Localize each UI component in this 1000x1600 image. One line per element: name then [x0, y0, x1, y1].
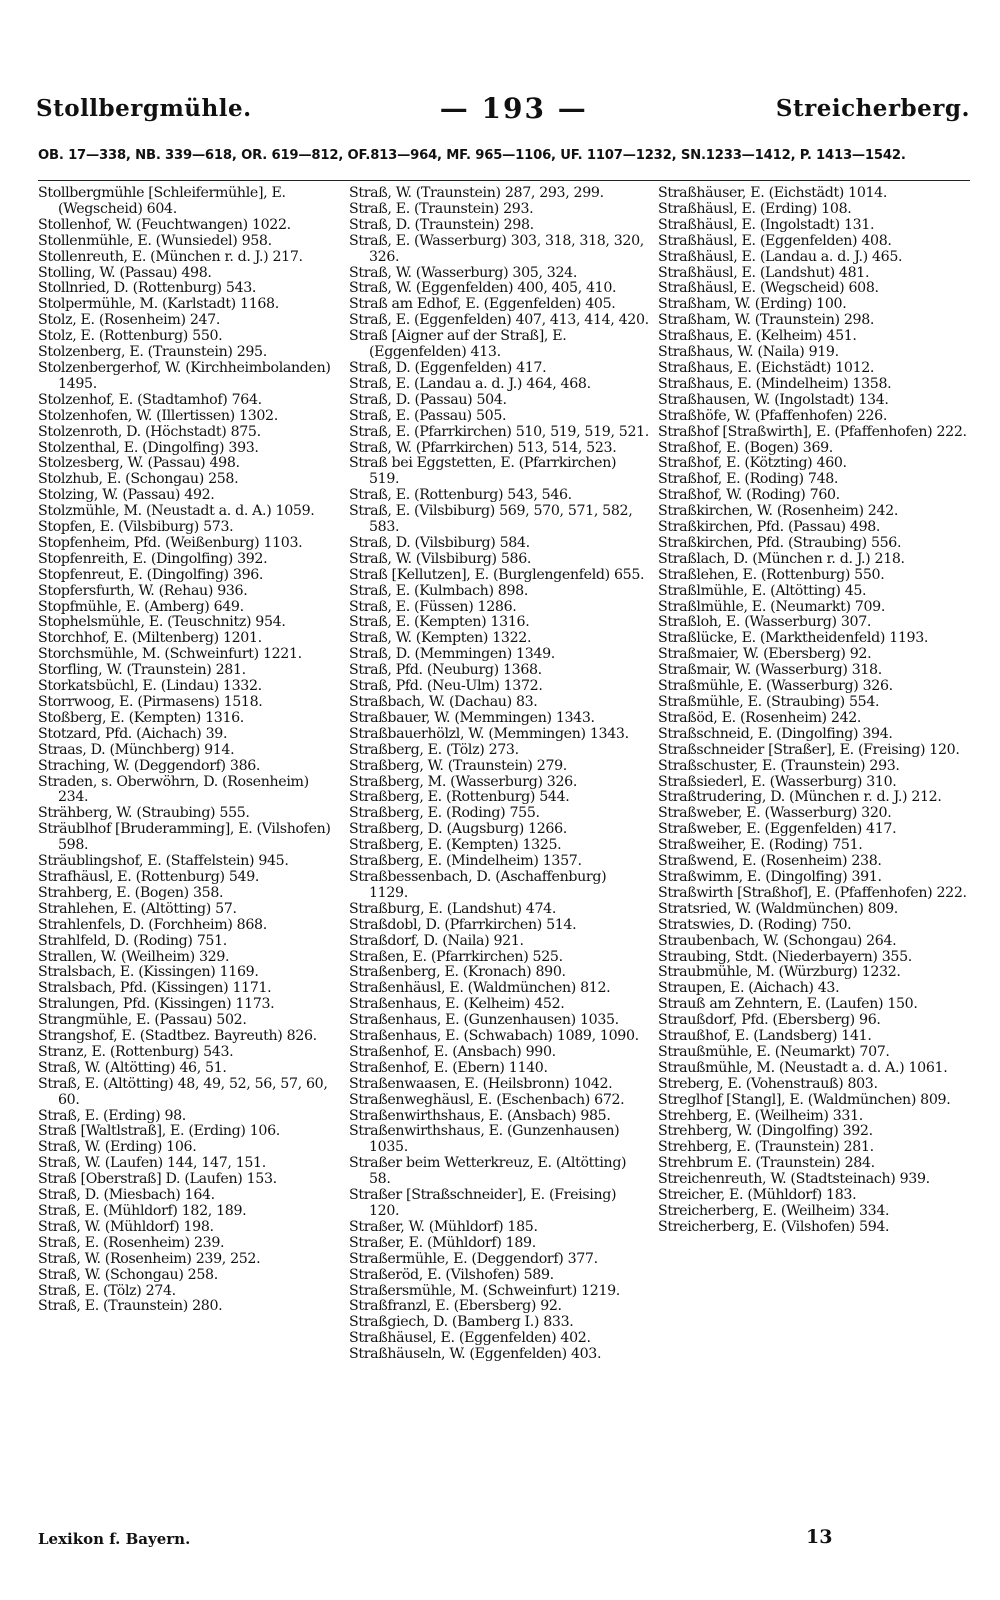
- index-entry: Straß, W. (Erding) 106.: [38, 1139, 197, 1156]
- page-number: — 193 —: [439, 91, 588, 125]
- index-entry: Straßlmühle, E. (Altötting) 45.: [658, 582, 867, 599]
- footer-signature: Lexikon f. Bayern.: [38, 1530, 191, 1548]
- index-entry: Straßenhaus, E. (Gunzenhausen) 1035.: [349, 1012, 619, 1029]
- index-entry: Strehberg, E. (Weilheim) 331.: [658, 1107, 863, 1124]
- index-entry: Straßenwirthshaus, E. (Gunzenhausen) 1035.: [349, 1123, 620, 1156]
- index-entry: Stopfenreut, E. (Dingolfing) 396.: [38, 566, 264, 583]
- index-entry: Stopfenheim, Pfd. (Weißenburg) 1103.: [38, 534, 303, 551]
- column-3: [658, 186, 973, 1506]
- index-entry: Stolpermühle, M. (Karlstadt) 1168.: [38, 296, 279, 313]
- index-entry: Straß, E. (Mühldorf) 182, 189.: [38, 1203, 247, 1219]
- index-entry: Straß, D. (Miesbach) 164.: [38, 1187, 215, 1204]
- index-entry: Straßwimm, E. (Dingolfing) 391.: [658, 868, 882, 885]
- index-entry: Straßloh, E. (Wasserburg) 307.: [658, 614, 872, 631]
- index-entry: Strangmühle, E. (Passau) 502.: [38, 1012, 247, 1029]
- index-entry: Stollnried, D. (Rottenburg) 543.: [38, 280, 257, 297]
- index-entry: Stralsbach, Pfd. (Kissingen) 1171.: [38, 980, 272, 997]
- index-entry: Straßschuster, E. (Traunstein) 293.: [658, 757, 900, 774]
- index-entry: Straßkirchen, W. (Rosenheim) 242.: [658, 503, 898, 520]
- index-entry: Straß, E. (Vilsbiburg) 569, 570, 571, 582, 583.: [349, 503, 633, 536]
- index-entry: Straßham, W. (Traunstein) 298.: [658, 312, 875, 329]
- index-entry: Stolzenhofen, W. (Illertissen) 1302.: [38, 407, 278, 424]
- index-entry: Stollenmühle, E. (Wunsiedel) 958.: [38, 232, 272, 249]
- index-entry: Stollbergmühle [Schleifermühle], E. (Wegscheid) 604.: [38, 186, 286, 217]
- header-first-entry: Stollbergmühle.: [36, 94, 252, 122]
- index-entry: Straßhaus, E. (Kelheim) 451.: [658, 328, 857, 345]
- index-entry: Straßweiher, E. (Roding) 751.: [658, 837, 863, 854]
- index-entry: Straß, E. (Landau a. d. J.) 464, 468.: [349, 375, 591, 392]
- index-entry: Straßtrudering, D. (München r. d. J.) 212.: [658, 789, 942, 806]
- index-entry: Straß, D. (Passau) 504.: [349, 391, 507, 408]
- index-entry: Straß, Pfd. (Neu-Ulm) 1372.: [349, 678, 543, 695]
- index-entry: Straußhof, E. (Landsberg) 141.: [658, 1028, 872, 1045]
- index-entry: Stolzenhof, E. (Stadtamhof) 764.: [38, 391, 262, 408]
- index-entry: Straußdorf, Pfd. (Ebersberg) 96.: [658, 1012, 881, 1029]
- index-entry: Straßweber, E. (Eggenfelden) 417.: [658, 821, 897, 838]
- index-entry: Straßwirth [Straßhof], E. (Pfaffenhofen) 222.: [658, 884, 967, 901]
- index-entry: Stranz, E. (Rottenburg) 543.: [38, 1043, 234, 1060]
- index-entry: Strehberg, W. (Dingolfing) 392.: [658, 1123, 873, 1140]
- index-entry: Straßfranzl, E. (Ebersberg) 92.: [349, 1298, 562, 1315]
- index-entry: Straßhaus, E. (Eichstädt) 1012.: [658, 359, 875, 376]
- index-entry: Stollenreuth, E. (München r. d. J.) 217.: [38, 248, 303, 265]
- index-entry: Straßberg, E. (Roding) 755.: [349, 805, 540, 822]
- index-entry: Straßenwaasen, E. (Heilsbronn) 1042.: [349, 1075, 613, 1092]
- index-entry: Straßhäusl, E. (Ingolstadt) 131.: [658, 216, 875, 233]
- index-entry: Strahlfeld, D. (Roding) 751.: [38, 932, 227, 949]
- index-entry: Straß, E. (Altötting) 48, 49, 52, 56, 57, 60, 60.: [38, 1075, 328, 1108]
- index-entry: Straßlach, D. (München r. d. J.) 218.: [658, 550, 905, 567]
- sheet-number: 13: [806, 1526, 833, 1548]
- index-entry: Straßberg, E. (Tölz) 273.: [349, 741, 519, 758]
- index-entry: Straß, W. (Vilsbiburg) 586.: [349, 550, 532, 567]
- index-entry: Straußmühle, M. (Neustadt a. d. A.) 1061.: [658, 1059, 948, 1076]
- index-entry: Straßenhof, E. (Ebern) 1140.: [349, 1059, 548, 1076]
- index-entry: Straßkirchen, Pfd. (Straubing) 556.: [658, 534, 902, 551]
- index-entry: Straß, W. (Mühldorf) 198.: [38, 1218, 214, 1235]
- index-entry: Strauß am Zehntern, E. (Laufen) 150.: [658, 996, 918, 1013]
- index-entry: Straßberg, D. (Augsburg) 1266.: [349, 821, 567, 838]
- header-rule: [38, 180, 970, 181]
- index-entry: Straßenweghäusl, E. (Eschenbach) 672.: [349, 1091, 625, 1108]
- index-entry: Straßenhof, E. (Ansbach) 990.: [349, 1043, 556, 1060]
- index-entry: Stolzenberg, E. (Traunstein) 295.: [38, 344, 267, 361]
- index-entry: Straßburg, E. (Landshut) 474.: [349, 900, 556, 917]
- index-entry: Stopfmühle, E. (Amberg) 649.: [38, 598, 244, 615]
- index-entry: Straß, D. (Eggenfelden) 417.: [349, 359, 547, 376]
- index-entry: Stratsried, W. (Waldmünchen) 809.: [658, 900, 898, 917]
- index-entry: Straßhäusl, E. (Eggenfelden) 408.: [658, 232, 892, 249]
- index-entry: Straß, E. (Traunstein) 293.: [349, 200, 534, 217]
- index-entry: Straß, W. (Schongau) 258.: [38, 1266, 218, 1283]
- index-entry: Strangshof, E. (Stadtbez. Bayreuth) 826.: [38, 1028, 317, 1045]
- index-entry: Straßen, E. (Pfarrkirchen) 525.: [349, 948, 563, 965]
- index-entry: Straß [Aigner auf der Straß], E. (Eggenfelden) 413.: [349, 328, 567, 361]
- index-entry: Straßhof, E. (Roding) 748.: [658, 471, 839, 488]
- index-entry: Straßer, E. (Mühldorf) 189.: [349, 1234, 536, 1251]
- index-entry: Straßschneid, E. (Dingolfing) 394.: [658, 725, 893, 742]
- index-entry: Straßdorf, D. (Naila) 921.: [349, 932, 524, 949]
- index-entry: Sträublingshof, E. (Staffelstein) 945.: [38, 853, 289, 870]
- index-entry: Straßhof, E. (Kötzting) 460.: [658, 455, 847, 472]
- index-entry: Straßmühle, E. (Wasserburg) 326.: [658, 678, 893, 695]
- index-entry: Straßberg, W. (Traunstein) 279.: [349, 757, 567, 774]
- index-entry: Storchsmühle, M. (Schweinfurt) 1221.: [38, 646, 302, 663]
- index-entry: Straß, D. (Traunstein) 298.: [349, 216, 534, 233]
- gazetteer-columns: [38, 186, 973, 1506]
- index-entry: Straßhof, E. (Bogen) 369.: [658, 439, 833, 456]
- index-entry: Stolzmühle, M. (Neustadt a. d. A.) 1059.: [38, 503, 315, 520]
- index-entry: Straas, D. (Münchberg) 914.: [38, 741, 235, 758]
- district-abbreviations: OB. 17—338, NB. 339—618, OR. 619—812, OF.813—964, MF. 965—1106, UF. 1107—1232, SN.1233—1412, P. 1413—1542.: [38, 148, 906, 163]
- index-entry: Streicherberg, E. (Vilshofen) 594.: [658, 1218, 890, 1235]
- index-entry: Stolzing, W. (Passau) 492.: [38, 487, 215, 504]
- index-entry: Streichenreuth, W. (Stadtsteinach) 939.: [658, 1171, 930, 1188]
- index-entry: Straubing, Stdt. (Niederbayern) 355.: [658, 948, 912, 965]
- index-entry: Straßbauer, W. (Memmingen) 1343.: [349, 709, 595, 726]
- index-entry: Stolzesberg, W. (Passau) 498.: [38, 455, 240, 472]
- index-entry: Straßberg, E. (Kempten) 1325.: [349, 837, 562, 854]
- index-entry: Straß, W. (Eggenfelden) 400, 405, 410.: [349, 280, 617, 297]
- index-entry: Straß, E. (Wasserburg) 303, 318, 318, 320, 326.: [349, 232, 644, 265]
- index-entry: Straußmühle, E. (Neumarkt) 707.: [658, 1043, 890, 1060]
- index-entry: Strafhäusl, E. (Rottenburg) 549.: [38, 868, 260, 885]
- index-entry: Straßenberg, E. (Kronach) 890.: [349, 964, 566, 981]
- index-entry: Straßhäuser, E. (Eichstädt) 1014.: [658, 186, 888, 201]
- index-entry: Straßmühle, E. (Straubing) 554.: [658, 694, 880, 710]
- index-entry: Straßhäusl, E. (Landau a. d. J.) 465.: [658, 248, 903, 265]
- index-entry: Straßbessenbach, D. (Aschaffenburg) 1129.: [349, 868, 607, 901]
- index-entry: Straß, E. (Kulmbach) 898.: [349, 582, 528, 599]
- index-entry: Straßhäusl, E. (Landshut) 481.: [658, 264, 870, 281]
- index-entry: Straßeröd, E. (Vilshofen) 589.: [349, 1266, 554, 1283]
- index-entry: Straubmühle, M. (Würzburg) 1232.: [658, 964, 901, 981]
- index-entry: Sträublhof [Bruderamming], E. (Vilshofen) 598.: [38, 821, 331, 854]
- index-entry: Straß, D. (Memmingen) 1349.: [349, 646, 555, 663]
- index-entry: Straßbach, W. (Dachau) 83.: [349, 694, 538, 710]
- index-entry: Straßhausen, W. (Ingolstadt) 134.: [658, 391, 889, 408]
- column-2: [349, 186, 649, 1506]
- index-entry: Straß, E. (Rosenheim) 239.: [38, 1234, 225, 1251]
- index-entry: Straß, W. (Kempten) 1322.: [349, 630, 532, 647]
- index-entry: Straßwend, E. (Rosenheim) 238.: [658, 853, 882, 870]
- index-entry: Straßberg, E. (Mindelheim) 1357.: [349, 853, 582, 870]
- index-entry: Straßhaus, E. (Mindelheim) 1358.: [658, 375, 892, 392]
- index-entry: Straß am Edhof, E. (Eggenfelden) 405.: [349, 296, 616, 313]
- index-entry: Straß [Kellutzen], E. (Burglengenfeld) 655.: [349, 566, 645, 583]
- index-entry: Straßmair, W. (Wasserburg) 318.: [658, 662, 882, 679]
- index-entry: Straß, E. (Eggenfelden) 407, 413, 414, 420.: [349, 312, 649, 329]
- index-entry: Strahlenfels, D. (Forchheim) 868.: [38, 916, 267, 933]
- index-entry: Stopfersfurth, W. (Rehau) 936.: [38, 582, 248, 599]
- index-entry: Stralungen, Pfd. (Kissingen) 1173.: [38, 996, 275, 1013]
- index-entry: Straßhöfe, W. (Pfaffenhofen) 226.: [658, 407, 887, 424]
- index-entry: Straßkirchen, Pfd. (Passau) 498.: [658, 519, 881, 536]
- index-entry: Stolz, E. (Rottenburg) 550.: [38, 328, 223, 345]
- index-entry: Straßham, W. (Erding) 100.: [658, 296, 847, 313]
- index-entry: Straßgiech, D. (Bamberg I.) 833.: [349, 1314, 574, 1331]
- index-entry: Straßsiederl, E. (Wasserburg) 310.: [658, 773, 897, 790]
- index-entry: Straß, W. (Laufen) 144, 147, 151.: [38, 1155, 266, 1172]
- index-entry: Straßer [Straßschneider], E. (Freising) 120.: [349, 1187, 617, 1219]
- index-entry: Straß, E. (Füssen) 1286.: [349, 598, 517, 615]
- index-entry: Straß, E. (Passau) 505.: [349, 407, 507, 424]
- index-entry: Straßenhäusl, E. (Waldmünchen) 812.: [349, 980, 611, 997]
- index-entry: Strallen, W. (Weilheim) 329.: [38, 948, 230, 965]
- index-entry: Stoßberg, E. (Kempten) 1316.: [38, 709, 244, 726]
- running-header: [36, 88, 970, 128]
- index-entry: Stolzenthal, E. (Dingolfing) 393.: [38, 439, 259, 456]
- index-entry: Straß, W. (Wasserburg) 305, 324.: [349, 264, 577, 281]
- index-entry: Straßweber, E. (Wasserburg) 320.: [658, 805, 892, 822]
- column-1: [38, 186, 340, 1506]
- index-entry: Storfling, W. (Traunstein) 281.: [38, 662, 246, 679]
- index-entry: Straubenbach, W. (Schongau) 264.: [658, 932, 897, 949]
- index-entry: Streglhof [Stangl], E. (Waldmünchen) 809.: [658, 1091, 951, 1108]
- index-entry: Stolzenroth, D. (Höchstadt) 875.: [38, 423, 261, 440]
- index-entry: Straßbauerhölzl, W. (Memmingen) 1343.: [349, 725, 629, 742]
- index-entry: Stralsbach, E. (Kissingen) 1169.: [38, 964, 259, 981]
- index-entry: Straß, E. (Kempten) 1316.: [349, 614, 530, 631]
- header-last-entry: Streicherberg.: [775, 94, 970, 122]
- index-entry: Straßlehen, E. (Rottenburg) 550.: [658, 566, 885, 583]
- index-entry: Streicher, E. (Mühldorf) 183.: [658, 1187, 857, 1204]
- index-entry: Straßer, W. (Mühldorf) 185.: [349, 1218, 538, 1235]
- index-entry: Straupen, E. (Aichach) 43.: [658, 980, 840, 997]
- index-entry: Straß, E. (Pfarrkirchen) 510, 519, 519, 521.: [349, 423, 649, 440]
- index-entry: Strähberg, W. (Straubing) 555.: [38, 805, 250, 822]
- index-entry: Straßöd, E. (Rosenheim) 242.: [658, 709, 862, 726]
- index-entry: Straß, D. (Vilsbiburg) 584.: [349, 534, 530, 551]
- index-entry: Straßhaus, W. (Naila) 919.: [658, 344, 839, 361]
- index-entry: Stolzhub, E. (Schongau) 258.: [38, 471, 239, 488]
- index-entry: Straßenwirthshaus, E. (Ansbach) 985.: [349, 1107, 611, 1124]
- index-entry: Straßlücke, E. (Marktheidenfeld) 1193.: [658, 630, 929, 647]
- index-entry: Storchhof, E. (Miltenberg) 1201.: [38, 630, 262, 647]
- index-entry: Straßhäusel, E. (Eggenfelden) 402.: [349, 1330, 591, 1347]
- index-entry: Straßhäusl, E. (Erding) 108.: [658, 200, 852, 217]
- index-entry: Straßhäuseln, W. (Eggenfelden) 403.: [349, 1346, 602, 1363]
- index-entry: Stopfen, E. (Vilsbiburg) 573.: [38, 519, 234, 536]
- index-entry: Straßberg, E. (Rottenburg) 544.: [349, 789, 570, 806]
- index-entry: Stratswies, D. (Roding) 750.: [658, 916, 852, 933]
- index-entry: Strehberg, E. (Traunstein) 281.: [658, 1139, 874, 1156]
- index-entry: Straß [Oberstraß] D. (Laufen) 153.: [38, 1171, 277, 1188]
- index-entry: Straching, W. (Deggendorf) 386.: [38, 757, 261, 774]
- index-entry: Streicherberg, E. (Weilheim) 334.: [658, 1203, 890, 1219]
- index-entry: Strahberg, E. (Bogen) 358.: [38, 884, 224, 901]
- index-entry: Straß, W. (Altötting) 46, 51.: [38, 1059, 227, 1076]
- index-entry: Straßhof [Straßwirth], E. (Pfaffenhofen) 222.: [658, 423, 967, 440]
- index-entry: Straß bei Eggstetten, E. (Pfarrkirchen) 519.: [349, 455, 617, 488]
- index-entry: Streberg, E. (Vohenstrauß) 803.: [658, 1075, 878, 1092]
- index-entry: Stolz, E. (Rosenheim) 247.: [38, 312, 221, 329]
- index-entry: Straß, E. (Traunstein) 280.: [38, 1298, 223, 1315]
- index-entry: Straßermühle, E. (Deggendorf) 377.: [349, 1250, 598, 1267]
- index-entry: Stotzard, Pfd. (Aichach) 39.: [38, 725, 228, 742]
- index-entry: Straß, W. (Pfarrkirchen) 513, 514, 523.: [349, 439, 617, 456]
- index-entry: Straßschneider [Straßer], E. (Freising) 120.: [658, 741, 960, 758]
- index-entry: Straßhäusl, E. (Wegscheid) 608.: [658, 280, 879, 297]
- index-entry: Strahlehen, E. (Altötting) 57.: [38, 900, 237, 917]
- index-entry: Stolling, W. (Passau) 498.: [38, 264, 212, 281]
- index-entry: Straß, W. (Traunstein) 287, 293, 299.: [349, 186, 604, 201]
- index-entry: Straßersmühle, M. (Schweinfurt) 1219.: [349, 1282, 620, 1299]
- index-entry: Storkatsbüchl, E. (Lindau) 1332.: [38, 678, 262, 695]
- index-entry: Straßdobl, D. (Pfarrkirchen) 514.: [349, 916, 577, 933]
- index-entry: Straß, W. (Rosenheim) 239, 252.: [38, 1250, 261, 1267]
- index-entry: Straß, E. (Erding) 98.: [38, 1107, 186, 1124]
- index-entry: Stopfenreith, E. (Dingolfing) 392.: [38, 550, 268, 567]
- index-entry: Straßlmühle, E. (Neumarkt) 709.: [658, 598, 885, 615]
- index-entry: Straß, Pfd. (Neuburg) 1368.: [349, 662, 542, 679]
- index-entry: Straden, s. Oberwöhrn, D. (Rosenheim) 234.: [38, 773, 309, 806]
- index-entry: Strehbrum E. (Traunstein) 284.: [658, 1155, 875, 1172]
- index-entry: Straßenhaus, E. (Kelheim) 452.: [349, 996, 565, 1013]
- index-entry: Straßer beim Wetterkreuz, E. (Altötting) 58.: [349, 1155, 627, 1188]
- index-entry: Stophelsmühle, E. (Teuschnitz) 954.: [38, 614, 286, 631]
- index-entry: Stolzenbergerhof, W. (Kirchheimbolanden) 1495.: [38, 359, 331, 392]
- index-entry: Stollenhof, W. (Feuchtwangen) 1022.: [38, 216, 291, 233]
- index-entry: Straßenhaus, E. (Schwabach) 1089, 1090.: [349, 1028, 639, 1045]
- index-entry: Straßberg, M. (Wasserburg) 326.: [349, 773, 577, 790]
- index-entry: Straßhof, W. (Roding) 760.: [658, 487, 840, 504]
- index-entry: Storrwoog, E. (Pirmasens) 1518.: [38, 694, 263, 710]
- index-entry: Straß, E. (Rottenburg) 543, 546.: [349, 487, 572, 504]
- index-entry: Straß [Waltlstraß], E. (Erding) 106.: [38, 1123, 280, 1140]
- index-entry: Straß, E. (Tölz) 274.: [38, 1282, 176, 1299]
- index-entry: Straßmaier, W. (Ebersberg) 92.: [658, 646, 872, 663]
